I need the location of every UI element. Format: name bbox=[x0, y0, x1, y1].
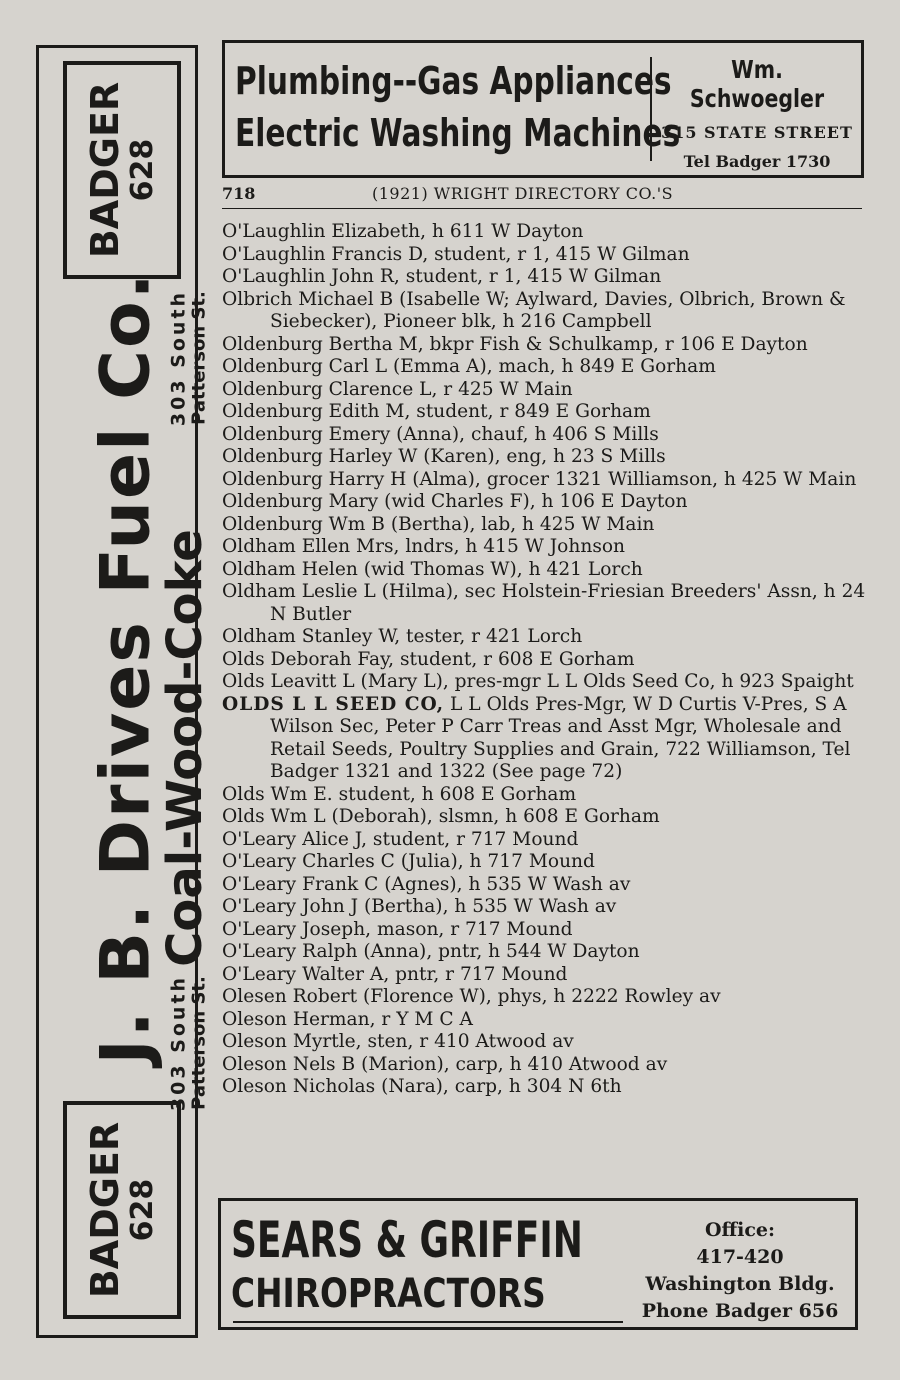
product-line-text: Coal-Wood-Coke bbox=[157, 529, 213, 967]
company-name-text: J. B. Drives Fuel Co. bbox=[86, 271, 166, 1065]
directory-entry: O'Leary Ralph (Anna), pntr, h 544 W Dayton bbox=[222, 941, 640, 962]
vendor-phone: Tel Badger 1730 bbox=[683, 152, 831, 171]
top-advertisement bbox=[222, 40, 864, 178]
directory-entry: Olds Deborah Fay, student, r 608 E Gorham bbox=[222, 648, 635, 670]
directory-entry: Olbrich Michael B (Isabelle W; Aylward, Davies, Olbrich, Brown & Siebecker), Pioneer blk, h 216 Campbell bbox=[222, 288, 846, 332]
directory-entry: O'Leary Frank C (Agnes), h 535 W Wash av bbox=[222, 873, 631, 895]
address-lower bbox=[163, 973, 215, 1113]
office-info bbox=[629, 1217, 851, 1325]
running-header bbox=[222, 184, 862, 209]
vendor-address: 315 STATE STREET bbox=[661, 123, 853, 142]
underline-rule bbox=[233, 1321, 623, 1323]
directory-entry bbox=[222, 694, 866, 784]
directory-entry: Oldenburg Harley W (Karen), eng, h 23 S Mills bbox=[222, 446, 666, 467]
address-line2: Patterson St. bbox=[188, 291, 210, 425]
directory-entry: O'Leary Charles C (Julia), h 717 Mound bbox=[222, 851, 595, 872]
top-ad-line2: Electric Washing Machines bbox=[235, 111, 681, 155]
directory-entry: Oleson Herman, r Y M C A bbox=[222, 1008, 473, 1030]
directory-entry: O'Laughlin Francis D, student, r 1, 415 W Gilman bbox=[222, 243, 690, 265]
top-ad-vendor bbox=[657, 55, 857, 171]
directory-entry: Oldenburg Wm B (Bertha), lab, h 425 W Main bbox=[222, 513, 655, 535]
directory-entry: Oldenburg Emery (Anna), chauf, h 406 S Mills bbox=[222, 423, 659, 445]
firm-name: SEARS & GRIFFIN bbox=[231, 1211, 583, 1269]
directory-entry: Oldenburg Harry H (Alma), grocer 1321 Williamson, h 425 W Main bbox=[222, 468, 857, 490]
badger-word: BADGER bbox=[83, 1121, 127, 1299]
running-title: (1921) WRIGHT DIRECTORY CO.'S bbox=[372, 184, 674, 203]
side-advertisement bbox=[36, 45, 213, 1338]
directory-entry: O'Laughlin Elizabeth, h 611 W Dayton bbox=[222, 221, 584, 242]
directory-entry: O'Leary Alice J, student, r 717 Mound bbox=[222, 828, 579, 850]
directory-entry: Olds Leavitt L (Mary L), pres-mgr L L Olds Seed Co, h 923 Spaight bbox=[222, 671, 854, 692]
directory-entry: Oleson Nels B (Marion), carp, h 410 Atwood av bbox=[222, 1053, 668, 1075]
address-upper bbox=[163, 288, 215, 428]
directory-entry: O'Leary Walter A, pntr, r 717 Mound bbox=[222, 963, 568, 985]
entry-details: L L Olds Pres-Mgr, W D Curtis V-Pres, S A Wilson Sec, Peter P Carr Treas and Asst Mgr, Wholesale and Retail Seeds, Poultry Supplies and Grain, 722 Williamson, Tel Badger 1321 and 1322 (See page 72) bbox=[270, 693, 851, 782]
directory-entry: Oldenburg Mary (wid Charles F), h 106 E Dayton bbox=[222, 491, 688, 512]
badger-word: BADGER bbox=[83, 81, 127, 259]
directory-entry: Oldham Helen (wid Thomas W), h 421 Lorch bbox=[222, 558, 643, 580]
product-line bbox=[154, 488, 216, 1008]
top-ad-line1: Plumbing--Gas Appliances bbox=[235, 59, 672, 103]
company-name bbox=[86, 168, 166, 1168]
directory-entry: O'Leary John J (Bertha), h 535 W Wash av bbox=[222, 896, 617, 917]
directory-entry: Oleson Nicholas (Nara), carp, h 304 N 6th bbox=[222, 1076, 622, 1097]
entry-bold-name: OLDS L L SEED CO, bbox=[222, 693, 445, 715]
directory-entry: Oleson Myrtle, sten, r 410 Atwood av bbox=[222, 1031, 574, 1052]
directory-entry: Oldenburg Carl L (Emma A), mach, h 849 E Gorham bbox=[222, 356, 716, 377]
address-line1: 303 South bbox=[167, 289, 190, 427]
badger-number: 628 bbox=[125, 138, 160, 202]
directory-entry: Oldenburg Clarence L, r 425 W Main bbox=[222, 378, 573, 400]
directory-entry: Oldham Ellen Mrs, lndrs, h 415 W Johnson bbox=[222, 536, 626, 557]
top-ad-headline bbox=[235, 55, 681, 159]
directory-entry: Olds Wm E. student, h 608 E Gorham bbox=[222, 783, 577, 805]
office-rooms: 417-420 bbox=[696, 1246, 784, 1268]
office-phone: Phone Badger 656 bbox=[641, 1300, 839, 1322]
directory-entry: Olesen Robert (Florence W), phys, h 2222 Rowley av bbox=[222, 986, 721, 1007]
top-ad-divider bbox=[650, 57, 652, 161]
bottom-advertisement bbox=[218, 1198, 858, 1330]
office-label: Office: bbox=[704, 1219, 776, 1241]
vendor-name: Wm. Schwoegler bbox=[689, 55, 825, 113]
directory-entry: O'Laughlin John R, student, r 1, 415 W Gilman bbox=[222, 266, 662, 287]
profession: CHIROPRACTORS bbox=[231, 1271, 546, 1317]
directory-entry: Oldham Leslie L (Hilma), sec Holstein-Friesian Breeders' Assn, h 24 N Butler bbox=[222, 581, 866, 625]
directory-entry: Oldenburg Edith M, student, r 849 E Gorham bbox=[222, 401, 651, 422]
directory-entry: Oldenburg Bertha M, bkpr Fish & Schulkamp, r 106 E Dayton bbox=[222, 333, 808, 355]
badger-phone-box-bottom bbox=[63, 1101, 181, 1319]
directory-entry: O'Leary Joseph, mason, r 717 Mound bbox=[222, 918, 573, 940]
badger-number: 628 bbox=[125, 1178, 160, 1242]
directory-entry: Olds Wm L (Deborah), slsmn, h 608 E Gorham bbox=[222, 806, 660, 827]
page-number: 718 bbox=[222, 184, 256, 203]
address-line2: Patterson St. bbox=[188, 976, 210, 1110]
address-line1: 303 South bbox=[167, 974, 190, 1112]
directory-entry: Oldham Stanley W, tester, r 421 Lorch bbox=[222, 626, 583, 647]
office-building: Washington Bldg. bbox=[645, 1273, 835, 1295]
directory-entries bbox=[222, 221, 866, 1099]
